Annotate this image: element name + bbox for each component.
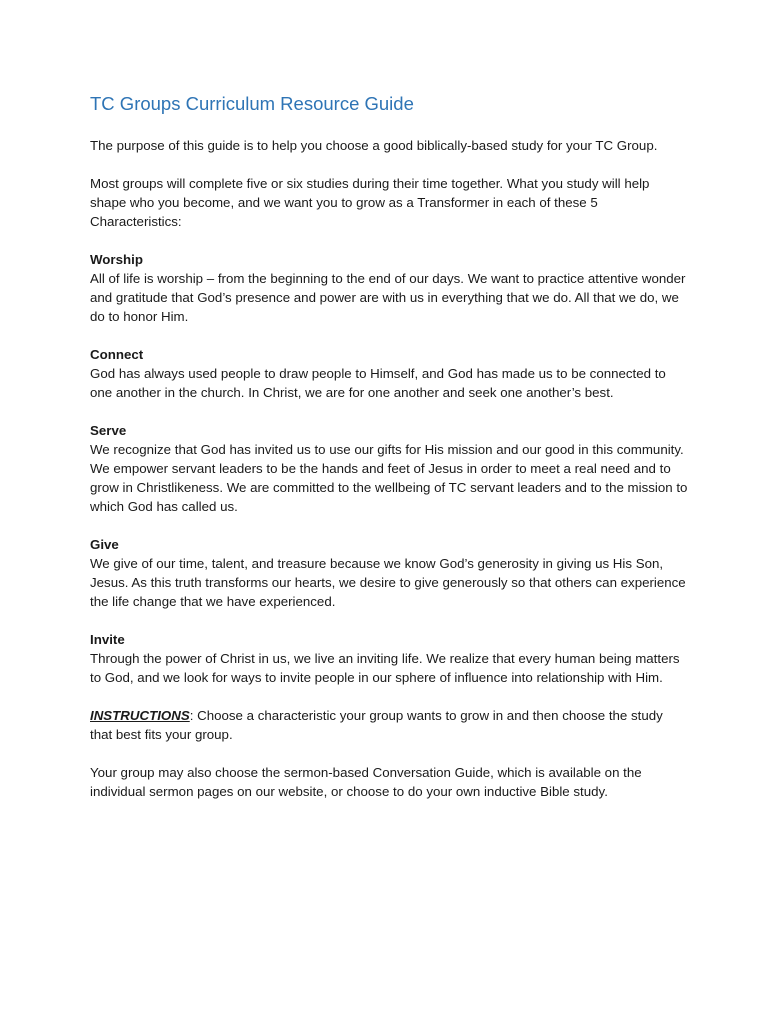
section-heading: Serve <box>90 423 127 438</box>
section-body: All of life is worship – from the beginning to the end of our days. We want to practice attentive wonder and gratitude that God’s presence and power are with us in everything that we do. All that we do, we do to honor Him. <box>90 271 686 324</box>
section-give <box>90 535 688 611</box>
section-connect <box>90 345 688 402</box>
section-body: Through the power of Christ in us, we live an inviting life. We realize that every human being matters to God, and we look for ways to invite people in our sphere of influence into relationship with Him. <box>90 651 680 685</box>
section-invite <box>90 630 688 687</box>
intro-paragraph: The purpose of this guide is to help you choose a good biblically-based study for your TC Group. <box>90 138 658 153</box>
section-body: We give of our time, talent, and treasure because we know God’s generosity in giving us His Son, Jesus. As this truth transforms our hearts, we desire to give generously so that others can experience the life change that we have experienced. <box>90 556 686 609</box>
section-body: We recognize that God has invited us to use our gifts for His mission and our good in this community. We empower servant leaders to be the hands and feet of Jesus in order to meet a real need and to grow in Christlikeness. We are committed to the wellbeing of TC servant leaders and to the mission to which God has called us. <box>90 442 688 514</box>
closing-paragraph: Your group may also choose the sermon-based Conversation Guide, which is available on the individual sermon pages on our website, or choose to do your own inductive Bible study. <box>90 765 642 799</box>
document-title: TC Groups Curriculum Resource Guide <box>90 93 414 114</box>
section-heading: Connect <box>90 347 144 362</box>
instructions-paragraph <box>90 706 688 744</box>
section-body: God has always used people to draw people to Himself, and God has made us to be connected to one another in the church. In Christ, we are for one another and seek one another’s best. <box>90 366 666 400</box>
section-heading: Give <box>90 537 119 552</box>
instructions-text: : Choose a characteristic your group wants to grow in and then choose the study that best fits your group. <box>90 708 663 742</box>
section-serve <box>90 421 688 516</box>
overview-paragraph: Most groups will complete five or six studies during their time together. What you study will help shape who you become, and we want you to grow as a Transformer in each of these 5 Characteristics: <box>90 176 650 229</box>
section-heading: Worship <box>90 252 143 267</box>
section-heading: Invite <box>90 632 125 647</box>
section-worship <box>90 250 688 326</box>
instructions-label: INSTRUCTIONS <box>90 708 190 723</box>
